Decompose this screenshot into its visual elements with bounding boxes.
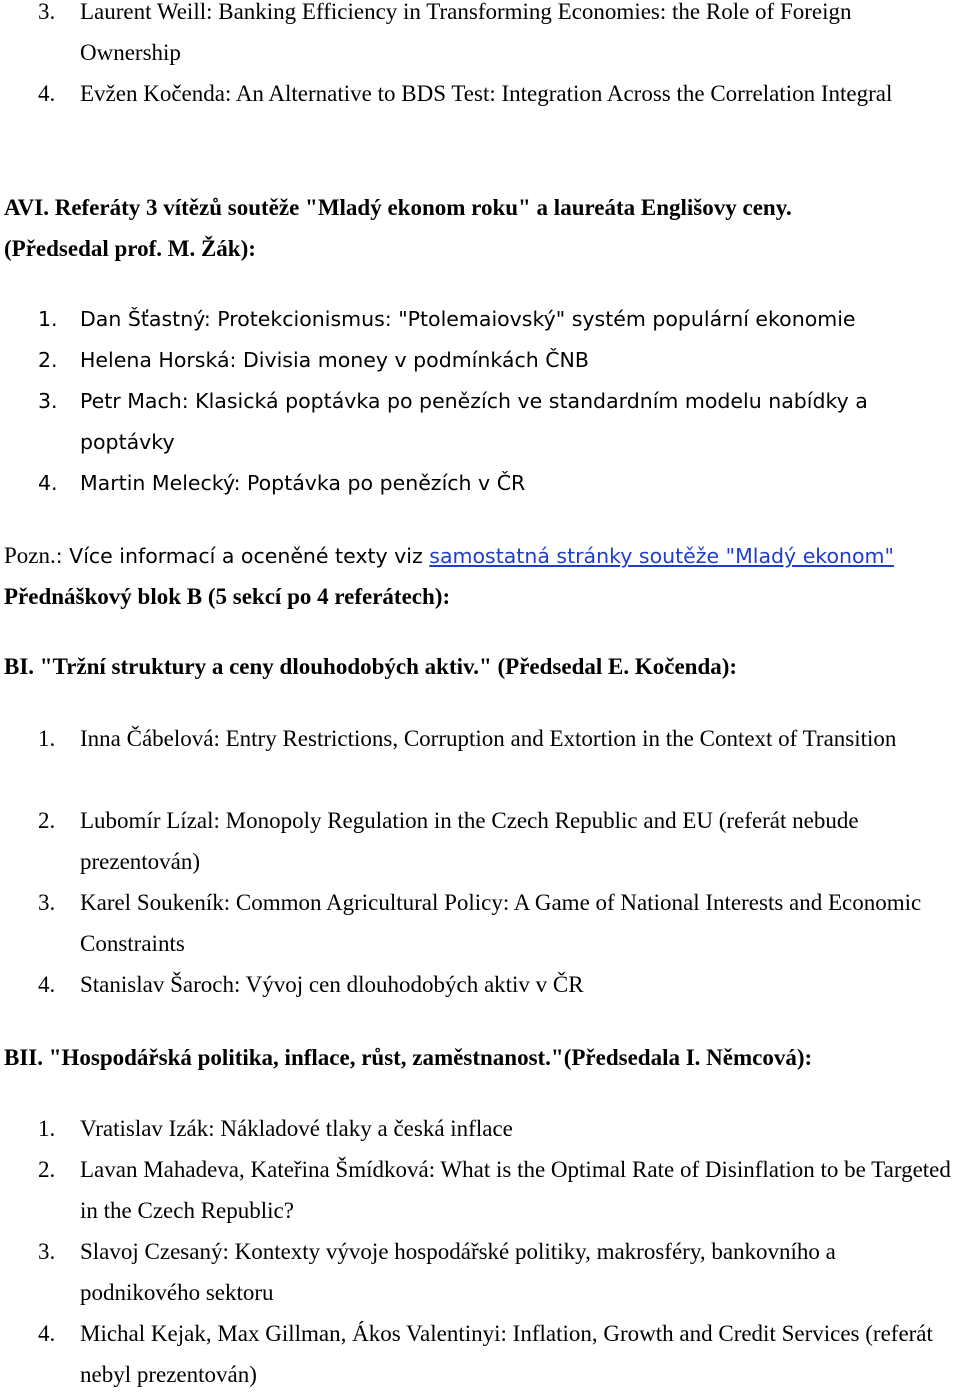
- list-item: [38, 1149, 958, 1231]
- list-item: [38, 299, 958, 340]
- item-number: 2.: [38, 808, 56, 833]
- item-number: 1.: [38, 1116, 56, 1141]
- item-text: Martin Melecký: Poptávka po penězích v ČR: [80, 471, 526, 495]
- item-text: Laurent Weill: Banking Efficiency in Transforming Economies: the Role of Foreign Ownership: [80, 0, 852, 65]
- list-item: [38, 800, 958, 882]
- item-number: 4.: [38, 471, 58, 495]
- list-item: [38, 964, 958, 1005]
- list-item: [38, 381, 958, 463]
- item-text: Slavoj Czesaný: Kontexty vývoje hospodářské politiky, makrosféry, bankovního a podnikového sektoru: [80, 1239, 836, 1305]
- item-text: Stanislav Šaroch: Vývoj cen dlouhodobých aktiv v ČR: [80, 972, 584, 997]
- list-item: [38, 73, 958, 114]
- item-text: Lubomír Lízal: Monopoly Regulation in the Czech Republic and EU (referát nebude prezentován): [80, 808, 859, 874]
- item-number: 4.: [38, 81, 56, 106]
- competition-link[interactable]: samostatná stránky soutěže "Mladý ekonom": [429, 544, 894, 568]
- list-item: [38, 1231, 958, 1313]
- section-heading-bii: BII. "Hospodářská politika, inflace, růst, zaměstnanost."(Předsedala I. Němcová):: [4, 1045, 813, 1070]
- item-text: Evžen Kočenda: An Alternative to BDS Test: Integration Across the Correlation Integral: [80, 81, 893, 106]
- list-item: [38, 463, 958, 504]
- item-text: Petr Mach: Klasická poptávka po penězích ve standardním modelu nabídky a poptávky: [80, 389, 868, 454]
- item-text: Inna Čábelová: Entry Restrictions, Corruption and Extortion in the Context of Transition: [80, 726, 897, 751]
- item-number: 1.: [38, 307, 58, 331]
- item-text: Karel Soukeník: Common Agricultural Policy: A Game of National Interests and Economic Constraints: [80, 890, 922, 956]
- list-item: [38, 1108, 958, 1149]
- section-heading-bi: BI. "Tržní struktury a ceny dlouhodobých aktiv." (Předsedal E. Kočenda):: [4, 654, 738, 679]
- item-number: 3.: [38, 890, 56, 915]
- item-number: 3.: [38, 1239, 56, 1264]
- note-prefix: Pozn.: [4, 543, 56, 568]
- list-item: [38, 0, 958, 73]
- item-number: 3.: [38, 389, 58, 413]
- section-heading-avi: AVI. Referáty 3 vítězů soutěže "Mladý ekonom roku" a laureáta Englišovy ceny.: [4, 195, 792, 220]
- item-text: Helena Horská: Divisia money v podmínkách ČNB: [80, 348, 589, 372]
- item-number: 4.: [38, 972, 56, 997]
- note-text: : Více informací a oceněné texty viz: [55, 544, 430, 568]
- item-text: Vratislav Izák: Nákladové tlaky a česká inflace: [80, 1116, 513, 1141]
- item-number: 2.: [38, 1157, 56, 1182]
- item-text: Lavan Mahadeva, Kateřina Šmídková: What is the Optimal Rate of Disinflation to be Targeted in the Czech Republic?: [80, 1157, 951, 1223]
- list-item: [38, 882, 958, 964]
- item-number: 1.: [38, 726, 56, 751]
- section-heading-avi-chair: (Předsedal prof. M. Žák):: [4, 236, 256, 261]
- list-item: [38, 718, 958, 759]
- item-text: Michal Kejak, Max Gillman, Ákos Valentinyi: Inflation, Growth and Credit Services (referát nebyl prezentován): [80, 1321, 933, 1387]
- item-text: Dan Šťastný: Protekcionismus: "Ptolemaiovský" systém populární ekonomie: [80, 307, 856, 331]
- item-number: 4.: [38, 1321, 56, 1346]
- item-number: 3.: [38, 0, 56, 24]
- list-item: [38, 1313, 958, 1395]
- block-b-heading: Přednáškový blok B (5 sekcí po 4 referátech):: [4, 584, 451, 609]
- item-number: 2.: [38, 348, 58, 372]
- list-item: [38, 340, 958, 381]
- note: [4, 535, 954, 577]
